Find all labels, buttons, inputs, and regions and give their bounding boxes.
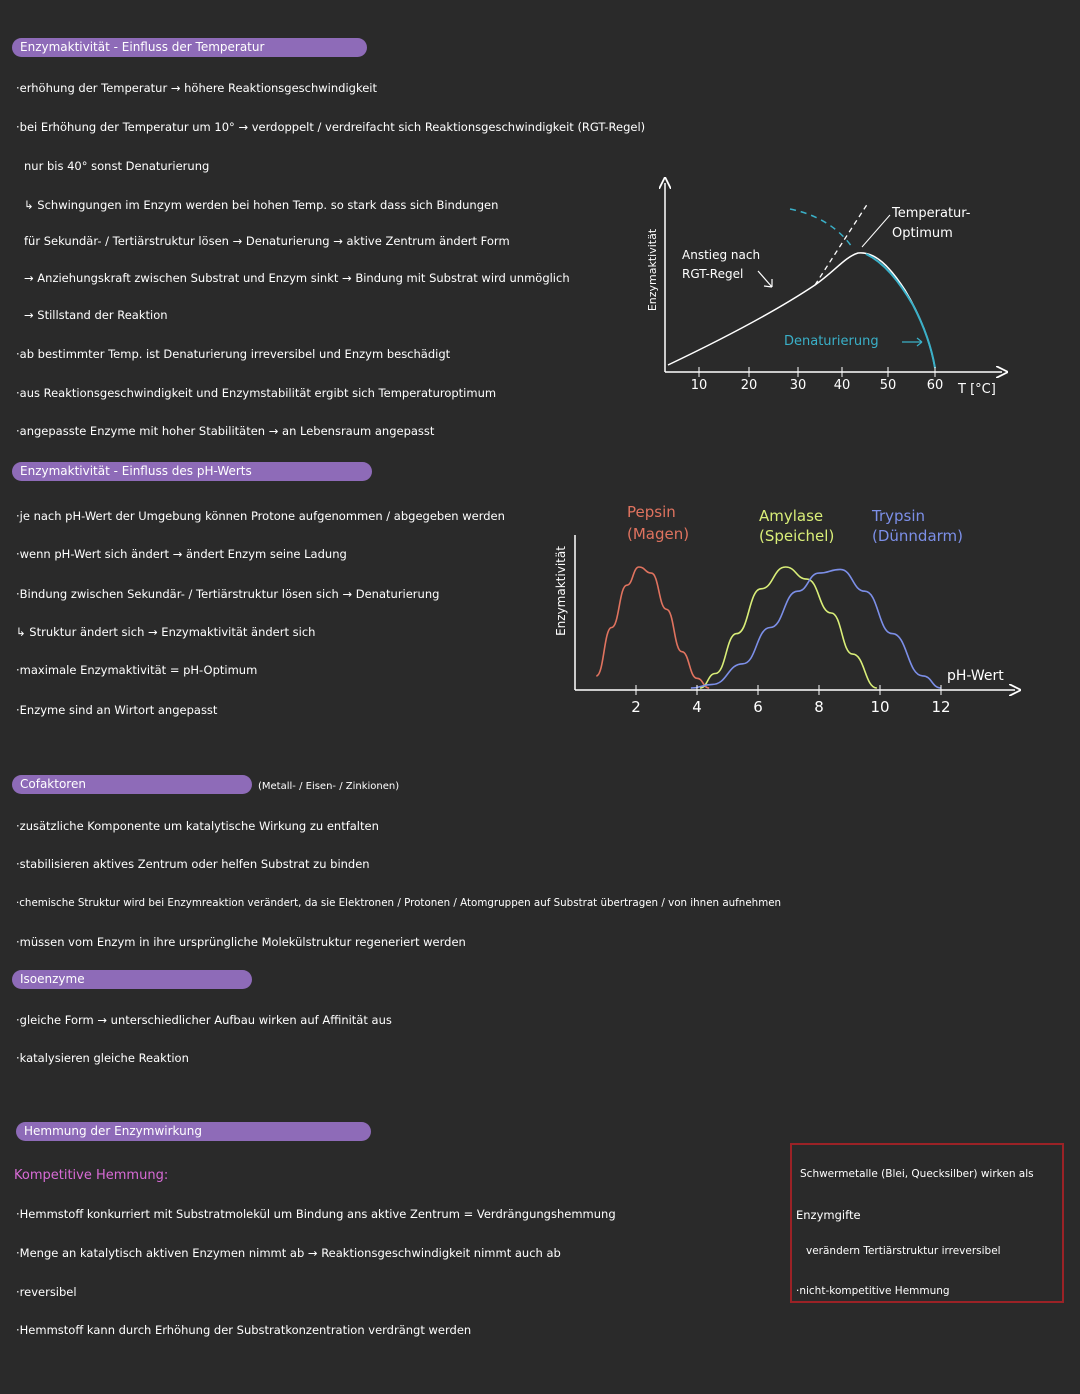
temp-line-8: ·ab bestimmter Temp. ist Denaturierung irreversibel und Enzym beschädigt	[16, 347, 451, 361]
temp-tick-20: 20	[740, 378, 758, 393]
temp-line-9: ·aus Reaktionsgeschwindigkeit und Enzymstabilität ergibt sich Temperaturoptimum	[16, 386, 497, 400]
box-line-1: Schwermetalle (Blei, Quecksilber) wirken als	[800, 1168, 1034, 1180]
inh-line-1: ·Hemmstoff konkurriert mit Substratmolekül um Bindung ans aktive Zentrum = Verdrängungshemmung	[16, 1207, 616, 1221]
ph-tick-label-4: 4	[692, 698, 702, 716]
temp-line-5: für Sekundär- / Tertiärstruktur lösen → Denaturierung → aktive Zentrum ändert Form	[24, 234, 510, 248]
inh-line-2: ·Menge an katalytisch aktiven Enzymen nimmt ab → Reaktionsgeschwindigkeit nimmt auch ab	[16, 1246, 561, 1260]
ph-line-1: ·je nach pH-Wert der Umgebung können Protone aufgenommen / abgegeben werden	[16, 509, 505, 523]
temp-denaturation-curve	[866, 254, 935, 368]
temp-annotation-optimum-2: Optimum	[892, 226, 953, 241]
ph-tick-label-6: 6	[753, 698, 763, 716]
box-line-3: verändern Tertiärstruktur irreversibel	[806, 1245, 1001, 1257]
ph-tick-label-10: 10	[870, 698, 890, 716]
temp-xlabel: T [°C]	[958, 382, 996, 397]
temp-line-3: nur bis 40° sonst Denaturierung	[24, 159, 210, 173]
temp-rgt-extrapolation	[815, 203, 868, 285]
legend-pepsin-2: (Magen)	[627, 525, 690, 543]
heading-isoenzyme: Isoenzyme	[12, 970, 252, 989]
temp-line-1: ·erhöhung der Temperatur → höhere Reaktionsgeschwindigkeit	[16, 81, 377, 95]
heading-ph: Enzymaktivität - Einfluss des pH-Werts	[12, 462, 372, 481]
temp-tick-50: 50	[879, 378, 897, 393]
competitive-heading: Kompetitive Hemmung:	[14, 1168, 169, 1183]
ph-chart	[545, 495, 1025, 725]
ph-ylabel: Enzymaktivität	[554, 546, 568, 636]
temp-tick-10: 10	[690, 378, 708, 393]
temp-tick-30: 30	[789, 378, 807, 393]
temp-tick-60: 60	[926, 378, 944, 393]
box-line-2: Enzymgifte	[796, 1208, 861, 1222]
legend-amylase-2: (Speichel)	[759, 527, 835, 545]
temp-optimum-pointer	[862, 215, 890, 247]
temperature-chart	[630, 175, 1050, 405]
cof-line-1: ·zusätzliche Komponente um katalytische Wirkung zu entfalten	[16, 819, 379, 833]
temp-annotation-rgt-2: RGT-Regel	[682, 267, 744, 281]
temp-line-6: → Anziehungskraft zwischen Substrat und Enzym sinkt → Bindung mit Substrat wird unmöglich	[24, 271, 570, 285]
temp-annotation-rgt-1: Anstieg nach	[682, 248, 761, 262]
heavy-metal-box	[790, 1143, 1064, 1303]
cof-line-3: ·chemische Struktur wird bei Enzymreaktion verändert, da sie Elektronen / Protonen / Atomgruppen auf Substrat übertragen / von ihnen aufnehmen	[16, 897, 782, 909]
temp-ylabel: Enzymaktivität	[646, 228, 659, 312]
ph-line-5: ·maximale Enzymaktivität = pH-Optimum	[16, 663, 258, 677]
iso-line-1: ·gleiche Form → unterschiedlicher Aufbau wirken auf Affinität aus	[16, 1013, 392, 1027]
series-line-pepsin	[596, 567, 709, 688]
series-line-amylase	[700, 567, 877, 688]
ph-line-3: ·Bindung zwischen Sekundär- / Tertiärstruktur lösen sich → Denaturierung	[16, 587, 440, 601]
ph-tick-label-2: 2	[631, 698, 641, 716]
temp-tick-40: 40	[833, 378, 851, 393]
ph-xlabel: pH-Wert	[947, 668, 1004, 684]
temp-line-10: ·angepasste Enzyme mit hoher Stabilitäten → an Lebensraum angepasst	[16, 424, 435, 438]
cof-line-2: ·stabilisieren aktives Zentrum oder helfen Substrat zu binden	[16, 857, 370, 871]
legend-amylase-1: Amylase	[759, 507, 824, 525]
ph-line-2: ·wenn pH-Wert sich ändert → ändert Enzym seine Ladung	[16, 547, 347, 561]
ph-tick-label-8: 8	[814, 698, 824, 716]
iso-line-2: ·katalysieren gleiche Reaktion	[16, 1051, 189, 1065]
temp-annotation-denat: Denaturierung	[784, 334, 879, 349]
cofactors-note: (Metall- / Eisen- / Zinkionen)	[258, 781, 400, 792]
temp-denat-arrow	[902, 338, 922, 346]
legend-trypsin-2: (Dünndarm)	[872, 527, 964, 545]
temp-line-7: → Stillstand der Reaktion	[24, 308, 168, 322]
ph-line-4: ↳ Struktur ändert sich → Enzymaktivität ändert sich	[16, 625, 316, 639]
heading-temperature: Enzymaktivität - Einfluss der Temperatur	[12, 38, 367, 57]
box-line-4: ·nicht-kompetitive Hemmung	[796, 1285, 950, 1297]
temp-line-2: ·bei Erhöhung der Temperatur um 10° → verdoppelt / verdreifacht sich Reaktionsgeschwindigkeit (RGT-Regel)	[16, 120, 646, 134]
temp-dashed-blue	[790, 209, 852, 247]
ph-tick-label-12: 12	[931, 698, 951, 716]
heading-cofactors: Cofaktoren	[12, 775, 252, 794]
cof-line-4: ·müssen vom Enzym in ihre ursprüngliche Molekülstruktur regeneriert werden	[16, 935, 466, 949]
legend-pepsin-1: Pepsin	[627, 503, 676, 521]
inh-line-4: ·Hemmstoff kann durch Erhöhung der Substratkonzentration verdrängt werden	[16, 1323, 472, 1337]
temp-annotation-optimum-1: Temperatur-	[892, 206, 971, 221]
heading-inhibition: Hemmung der Enzymwirkung	[16, 1122, 371, 1141]
temp-line-4: ↳ Schwingungen im Enzym werden bei hohen Temp. so stark dass sich Bindungen	[24, 198, 499, 212]
temp-rgt-arrow	[758, 271, 772, 287]
inh-line-3: ·reversibel	[16, 1285, 77, 1299]
legend-trypsin-1: Trypsin	[872, 507, 926, 525]
ph-line-6: ·Enzyme sind an Wirtort angepasst	[16, 703, 218, 717]
